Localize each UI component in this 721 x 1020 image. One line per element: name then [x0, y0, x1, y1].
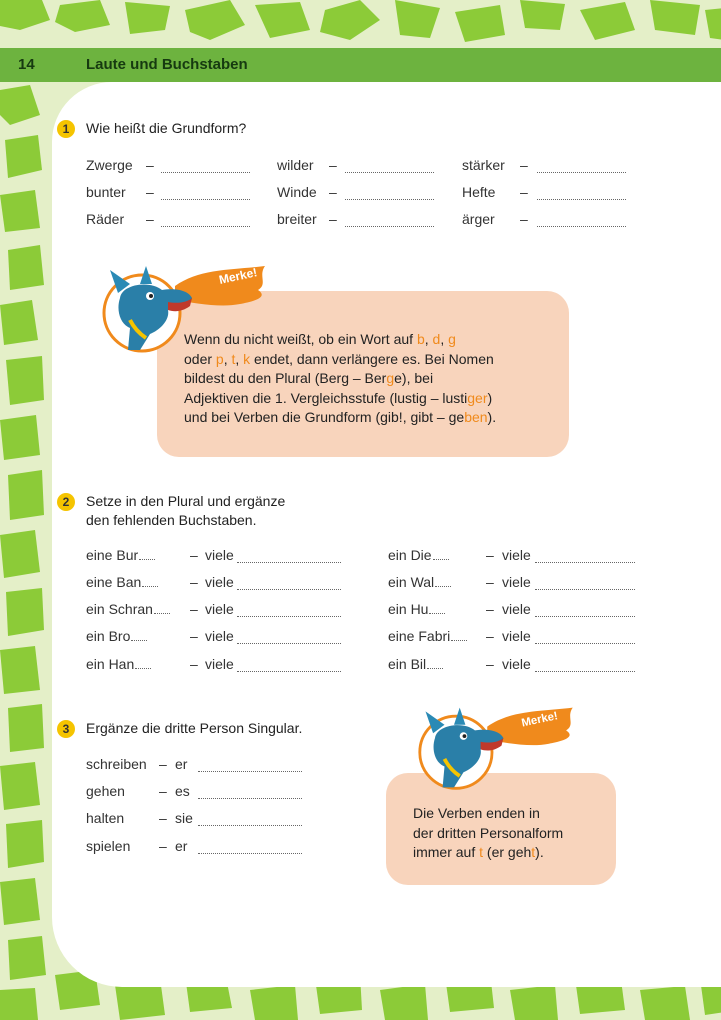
ex2-dash: – [486, 574, 494, 590]
ex2-viele: viele [205, 656, 234, 672]
ex1-answer-line[interactable] [345, 226, 434, 227]
merke-label-2: Merke! [520, 710, 559, 730]
ex1-word: Winde [277, 184, 317, 200]
ex2-missing-letter-blank[interactable] [154, 613, 170, 614]
ex1-dash: – [146, 184, 154, 200]
exercise-3-question: Ergänze die dritte Person Singular. [86, 720, 303, 736]
ex2-dash: – [486, 656, 494, 672]
ex1-dash: – [520, 157, 528, 173]
merke-2-line-1: Die Verben enden in [413, 805, 540, 821]
ex1-answer-line[interactable] [537, 172, 626, 173]
ex1-dash: – [329, 184, 337, 200]
ex2-word: ein Hu [388, 601, 445, 617]
ex2-word: eine Bur [86, 547, 155, 563]
ex2-answer-line[interactable] [237, 562, 341, 563]
ex2-missing-letter-blank[interactable] [142, 586, 158, 587]
ex1-word: Zwerge [86, 157, 133, 173]
ex2-word: ein Bro [86, 628, 147, 644]
merke-label-1: Merke! [217, 265, 259, 287]
ex2-viele: viele [205, 574, 234, 590]
ex1-dash: – [520, 211, 528, 227]
ex2-answer-line[interactable] [535, 643, 635, 644]
ex2-dash: – [190, 628, 198, 644]
ex1-answer-line[interactable] [161, 172, 250, 173]
ex2-missing-letter-blank[interactable] [451, 640, 467, 641]
dragon-merke-icon-2 [414, 700, 589, 795]
ex2-answer-line[interactable] [535, 562, 635, 563]
ex1-answer-line[interactable] [537, 226, 626, 227]
ex2-missing-letter-blank[interactable] [433, 559, 449, 560]
ex1-dash: – [329, 157, 337, 173]
merke-1-line-5: und bei Verben die Grundform (gib!, gibt – geben). [184, 409, 497, 425]
ex2-answer-line[interactable] [237, 671, 341, 672]
ex1-word: Räder [86, 211, 125, 227]
ex2-viele: viele [502, 574, 531, 590]
ex2-answer-line[interactable] [237, 589, 341, 590]
ex2-answer-line[interactable] [535, 671, 635, 672]
ex1-dash: – [329, 211, 337, 227]
exercise-2-badge: 2 [57, 493, 75, 511]
ex1-dash: – [520, 184, 528, 200]
ex3-answer-line[interactable] [198, 825, 302, 826]
ex2-dash: – [190, 601, 198, 617]
exercise-1-question: Wie heißt die Grundform? [86, 120, 247, 136]
exercise-1-badge: 1 [57, 120, 75, 138]
ex1-word: breiter [277, 211, 317, 227]
ex1-answer-line[interactable] [345, 199, 434, 200]
exercise-2-question-line-2: den fehlenden Buchstaben. [86, 512, 257, 528]
ex3-verb: halten [86, 810, 125, 826]
ex3-answer-line[interactable] [198, 771, 302, 772]
ex1-answer-line[interactable] [345, 172, 434, 173]
ex2-word: ein Bil [388, 656, 443, 672]
ex2-dash: – [190, 656, 198, 672]
ex3-verb: gehen [86, 783, 125, 799]
ex2-viele: viele [502, 656, 531, 672]
ex3-verb: spielen [86, 838, 131, 854]
ex3-answer-line[interactable] [198, 853, 302, 854]
ex1-word: stärker [462, 157, 505, 173]
exercise-2-question-line-1: Setze in den Plural und ergänze [86, 493, 286, 509]
exercise-3-badge: 3 [57, 720, 75, 738]
ex2-missing-letter-blank[interactable] [435, 586, 451, 587]
ex2-missing-letter-blank[interactable] [131, 640, 147, 641]
ex3-pronoun: es [175, 783, 190, 799]
ex2-word: ein Schran [86, 601, 170, 617]
ex2-missing-letter-blank[interactable] [135, 668, 151, 669]
merke-1-line-3: bildest du den Plural (Berg – Berge), bei [184, 370, 434, 386]
ex2-word: ein Han [86, 656, 151, 672]
page-number: 14 [18, 56, 35, 73]
ex2-missing-letter-blank[interactable] [429, 613, 445, 614]
ex2-viele: viele [502, 547, 531, 563]
merke-2-line-3: immer auf t (er geht). [413, 844, 544, 860]
ex2-dash: – [190, 547, 198, 563]
ex2-word: eine Ban [86, 574, 158, 590]
ex2-answer-line[interactable] [237, 616, 341, 617]
ex2-word: eine Fabri [388, 628, 467, 644]
ex1-word: Hefte [462, 184, 496, 200]
ex1-dash: – [146, 211, 154, 227]
ex3-answer-line[interactable] [198, 798, 302, 799]
ex1-word: bunter [86, 184, 126, 200]
merke-2-line-2: der dritten Personalform [413, 824, 564, 841]
ex1-word: ärger [462, 211, 495, 227]
ex2-viele: viele [205, 601, 234, 617]
merke-1-line-4: Adjektiven die 1. Vergleichsstufe (lustig – lustiger) [184, 389, 493, 406]
merke-1-text [184, 330, 496, 428]
ex2-dash: – [486, 601, 494, 617]
exercise-2-question [86, 492, 285, 530]
ex2-answer-line[interactable] [535, 616, 635, 617]
ex3-pronoun: er [175, 756, 188, 772]
ex2-word: ein Wal [388, 574, 451, 590]
ex3-dash: – [159, 756, 167, 772]
ex2-missing-letter-blank[interactable] [427, 668, 443, 669]
ex1-answer-line[interactable] [161, 226, 250, 227]
merke-1-line-2: oder p, t, k endet, dann verlängere es. Bei Nomen [184, 350, 494, 367]
ex1-dash: – [146, 157, 154, 173]
merke-2-text [413, 804, 563, 863]
ex3-dash: – [159, 783, 167, 799]
ex2-viele: viele [502, 628, 531, 644]
ex2-dash: – [486, 628, 494, 644]
page-title: Laute und Buchstaben [86, 56, 248, 73]
ex2-word: ein Die [388, 547, 449, 563]
page-header [0, 48, 721, 82]
ex3-dash: – [159, 810, 167, 826]
ex2-dash: – [486, 547, 494, 563]
ex3-pronoun: er [175, 838, 188, 854]
ex1-word: wilder [277, 157, 314, 173]
ex2-viele: viele [502, 601, 531, 617]
ex2-answer-line[interactable] [535, 589, 635, 590]
ex2-viele: viele [205, 547, 234, 563]
ex2-viele: viele [205, 628, 234, 644]
ex3-pronoun: sie [175, 810, 193, 826]
ex2-answer-line[interactable] [237, 643, 341, 644]
ex1-answer-line[interactable] [537, 199, 626, 200]
ex2-dash: – [190, 574, 198, 590]
ex1-answer-line[interactable] [161, 199, 250, 200]
merke-1-line-1: Wenn du nicht weißt, ob ein Wort auf b, d, g [184, 331, 456, 347]
ex2-missing-letter-blank[interactable] [139, 559, 155, 560]
ex3-dash: – [159, 838, 167, 854]
ex3-verb: schreiben [86, 756, 147, 772]
